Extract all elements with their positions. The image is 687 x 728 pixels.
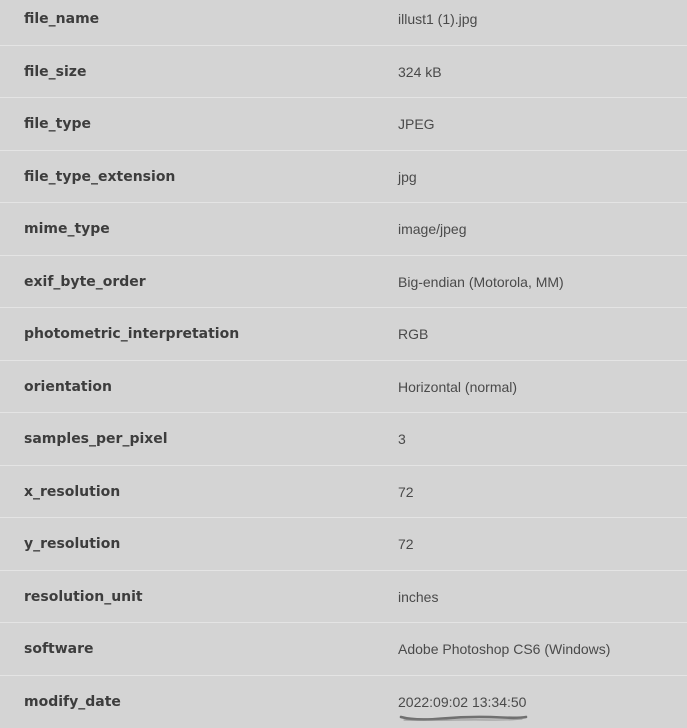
metadata-key: exif_byte_order	[24, 256, 146, 309]
metadata-row-file-type	[0, 98, 687, 151]
metadata-value: 72	[398, 518, 414, 571]
metadata-row-file-size	[0, 46, 687, 99]
metadata-row-samples-per-pixel	[0, 413, 687, 466]
metadata-value: jpg	[398, 151, 417, 204]
metadata-value: Big-endian (Motorola, MM)	[398, 256, 564, 309]
metadata-row-file-name	[0, 0, 687, 46]
metadata-key: resolution_unit	[24, 571, 143, 624]
metadata-row-photometric-interpretation	[0, 308, 687, 361]
metadata-row-orientation	[0, 361, 687, 414]
hand-drawn-underline	[398, 710, 530, 724]
metadata-key: orientation	[24, 361, 112, 414]
metadata-key: file_type_extension	[24, 151, 175, 204]
metadata-key: file_type	[24, 98, 91, 151]
metadata-key: modify_date	[24, 676, 121, 728]
metadata-value: 324 kB	[398, 46, 442, 99]
metadata-value: 3	[398, 413, 406, 466]
metadata-key: file_size	[24, 46, 86, 99]
metadata-key: samples_per_pixel	[24, 413, 168, 466]
metadata-value: image/jpeg	[398, 203, 467, 256]
metadata-key: software	[24, 623, 94, 676]
metadata-value: Horizontal (normal)	[398, 361, 517, 414]
metadata-row-x-resolution	[0, 466, 687, 519]
metadata-value: illust1 (1).jpg	[398, 0, 477, 46]
metadata-key: file_name	[24, 0, 99, 46]
metadata-key: y_resolution	[24, 518, 120, 571]
metadata-value: inches	[398, 571, 438, 624]
metadata-value: RGB	[398, 308, 428, 361]
metadata-value: JPEG	[398, 98, 435, 151]
metadata-row-modify-date	[0, 676, 687, 728]
metadata-row-y-resolution	[0, 518, 687, 571]
metadata-row-resolution-unit	[0, 571, 687, 624]
metadata-key: mime_type	[24, 203, 110, 256]
metadata-value: 72	[398, 466, 414, 519]
metadata-key: x_resolution	[24, 466, 120, 519]
metadata-key: photometric_interpretation	[24, 308, 239, 361]
metadata-row-software	[0, 623, 687, 676]
metadata-value: Adobe Photoshop CS6 (Windows)	[398, 623, 610, 676]
metadata-row-exif-byte-order	[0, 256, 687, 309]
metadata-row-mime-type	[0, 203, 687, 256]
metadata-row-file-type-extension	[0, 151, 687, 204]
metadata-value: 2022:09:02 13:34:50	[398, 676, 526, 728]
